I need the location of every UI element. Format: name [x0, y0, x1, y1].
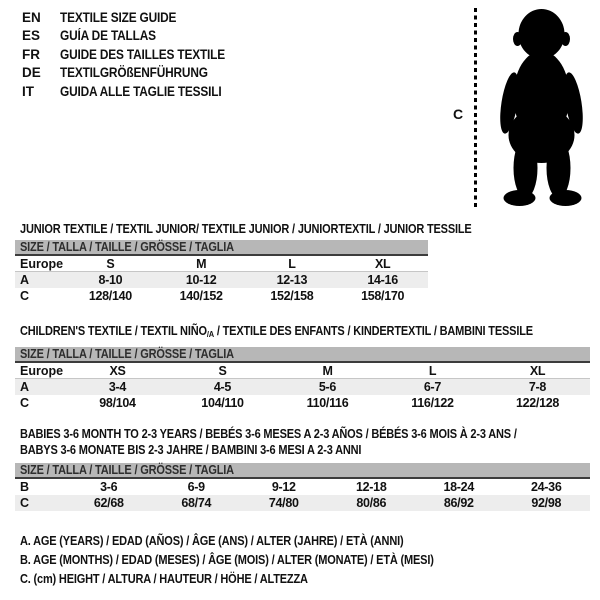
height-cell: 158/170 — [361, 289, 405, 303]
months-cell: 6-9 — [187, 480, 205, 494]
size-cell: S — [218, 363, 227, 378]
babies-table-title-line1: BABIES 3-6 MONTH TO 2-3 YEARS / BEBÉS 3-6 MESES A 2-3 AÑOS / BÉBÉS 3-6 MOIS À 2-3 ANS / — [20, 427, 517, 441]
months-cell: 3-6 — [100, 480, 118, 494]
row-label: B — [20, 480, 30, 494]
height-cell: 62/68 — [93, 496, 124, 510]
language-code: DE — [22, 65, 41, 81]
row-label: A — [20, 273, 30, 287]
size-cell: L — [288, 256, 296, 271]
months-cell: 18-24 — [443, 480, 474, 494]
row-label: Europe — [20, 363, 64, 378]
language-code: EN — [22, 9, 41, 25]
junior-table-grid — [15, 256, 428, 304]
nino-a-subscript: /A — [206, 329, 214, 339]
legend-line-a: A. AGE (YEARS) / EDAD (AÑOS) / ÂGE (ANS) / ALTER (JAHRE) / ETÀ (ANNI) — [20, 534, 404, 548]
size-cell: XL — [529, 363, 546, 378]
language-code: FR — [22, 46, 40, 62]
table-row-months — [15, 479, 590, 495]
language-row-de — [22, 64, 248, 83]
legend-line-c: C. (cm) HEIGHT / ALTURA / HAUTEUR / HÖHE / ALTEZZA — [20, 572, 308, 586]
junior-table-section — [15, 221, 472, 311]
children-table-grid — [15, 363, 590, 411]
height-cell: 80/86 — [356, 496, 387, 510]
babies-table-grid — [15, 479, 590, 511]
language-list — [22, 8, 248, 101]
age-cell: 6-7 — [423, 380, 442, 394]
age-cell: 12-13 — [276, 273, 308, 287]
language-code: IT — [22, 83, 34, 99]
language-guide-title: TEXTILE SIZE GUIDE — [60, 9, 177, 25]
height-c-label: C — [453, 106, 464, 122]
size-header-bar: SIZE / TALLA / TAILLE / GRÖSSE / TAGLIA — [15, 463, 590, 479]
row-label: A — [20, 380, 30, 394]
language-row-es — [22, 27, 248, 46]
language-row-it — [22, 82, 248, 101]
table-row-age — [15, 272, 428, 288]
height-cell: 74/80 — [268, 496, 299, 510]
table-row-age — [15, 379, 590, 395]
size-header-bar: SIZE / TALLA / TAILLE / GRÖSSE / TAGLIA — [15, 347, 590, 363]
age-cell: 10-12 — [185, 273, 217, 287]
age-cell: 5-6 — [318, 380, 337, 394]
months-cell: 24-36 — [531, 480, 562, 494]
row-label: C — [20, 496, 30, 510]
table-row-europe — [15, 256, 428, 272]
size-cell: M — [322, 363, 333, 378]
size-cell: L — [428, 363, 437, 378]
height-cell: 140/152 — [179, 289, 223, 303]
age-cell: 8-10 — [98, 273, 123, 287]
height-dashed-line — [474, 8, 477, 208]
table-row-height — [15, 395, 590, 411]
language-code: ES — [22, 28, 41, 44]
table-row-height — [15, 288, 428, 304]
junior-table-title: JUNIOR TEXTILE / TEXTIL JUNIOR/ TEXTILE JUNIOR / JUNIORTEXTIL / JUNIOR TESSILE — [20, 222, 472, 236]
age-cell: 14-16 — [367, 273, 398, 287]
height-cell: 98/104 — [99, 396, 136, 410]
height-cell: 104/110 — [201, 396, 244, 410]
months-cell: 9-12 — [271, 480, 296, 494]
children-table-section — [15, 323, 590, 418]
size-cell: S — [106, 256, 115, 271]
language-guide-title: GUÍA DE TALLAS — [60, 28, 156, 44]
language-row-en — [22, 8, 248, 27]
height-cell: 68/74 — [181, 496, 212, 510]
height-cell: 116/122 — [411, 396, 454, 410]
row-label: C — [20, 289, 30, 303]
height-measure-figure — [450, 6, 600, 212]
size-header-bar: SIZE / TALLA / TAILLE / GRÖSSE / TAGLIA — [15, 240, 428, 256]
row-label: C — [20, 396, 30, 410]
size-cell: XL — [374, 256, 391, 271]
baby-silhouette-icon — [486, 8, 597, 208]
size-cell: M — [196, 256, 207, 271]
height-cell: 86/92 — [443, 496, 474, 510]
height-cell: 92/98 — [531, 496, 562, 510]
language-guide-title: GUIDA ALLE TAGLIE TESSILI — [60, 83, 222, 99]
legend — [20, 532, 490, 589]
children-table-title: CHILDREN'S TEXTILE / TEXTIL $NIÑO_{/A}$ / TEXTILE DES ENFANTS / KINDERTEXTIL / BAMBINI TESSILE — [20, 324, 533, 339]
height-cell: 128/140 — [88, 289, 132, 303]
babies-table-section — [15, 426, 590, 516]
language-row-fr — [22, 45, 248, 64]
age-cell: 4-5 — [213, 380, 232, 394]
legend-line-b: B. AGE (MONTHS) / EDAD (MESES) / ÂGE (MOIS) / ALTER (MONATE) / ETÀ (MESI) — [20, 553, 434, 567]
language-guide-title: TEXTILGRÖßENFÜHRUNG — [60, 65, 208, 81]
size-cell: XS — [109, 363, 126, 378]
row-label: Europe — [20, 256, 64, 271]
table-row-height — [15, 495, 590, 511]
table-row-europe — [15, 363, 590, 379]
language-guide-title: GUIDE DES TAILLES TEXTILE — [60, 46, 226, 62]
months-cell: 12-18 — [356, 480, 387, 494]
age-cell: 3-4 — [108, 380, 127, 394]
height-cell: 122/128 — [515, 396, 560, 410]
babies-table-title-line2: BABYS 3-6 MONATE BIS 2-3 JAHRE / BAMBINI 3-6 MESI A 2-3 ANNI — [20, 443, 362, 457]
height-cell: 152/158 — [270, 289, 314, 303]
age-cell: 7-8 — [528, 380, 547, 394]
height-cell: 110/116 — [306, 396, 349, 410]
